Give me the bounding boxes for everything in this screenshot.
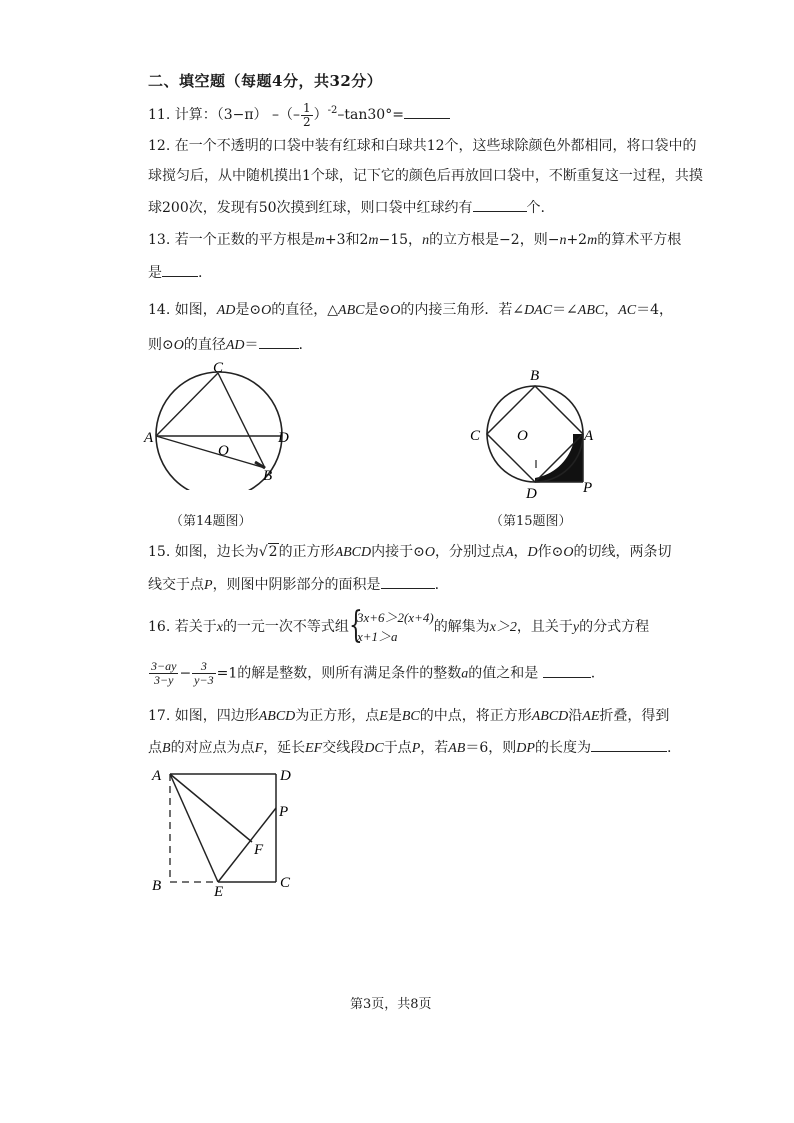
q12-line-1 [148,136,697,156]
q16-x: x [216,620,223,635]
q14-text: ， [604,302,619,318]
q15-d: D [527,545,538,560]
q16-ineq-1: 3x+6＞2(x+4) [356,610,434,625]
q15-text: 作⊙ [537,544,564,560]
q14-number: 14. [148,302,171,318]
q15-text: 如图，边长为 [174,544,259,560]
q14-line-2 [148,334,303,356]
q17-text: ，延长 [263,740,306,756]
fig14-label-o: O [218,443,229,459]
q12-line-3 [148,197,545,218]
q16-text: 的解集为 [433,619,490,635]
figure-15 [460,362,610,502]
q17-text: 交线段 [322,740,365,756]
q16-fraction-1: $\frac{3-ay}{3-y}$ [151,659,177,687]
q16-text: 的值之和是 [468,665,539,682]
section-title: 二、填空题（每题4分，共32分） [148,72,383,90]
q15-abcd: ABCD [334,545,372,560]
q16-text: . [590,665,596,682]
q17-line-1 [148,706,669,727]
q17-p: P [411,741,421,756]
q16-text: 的解是整数，则所有满足条件的整数 [237,665,462,682]
q17-answer-blank[interactable] [591,737,667,752]
fig14-label-c: C [213,360,224,376]
q16-text: 若关于 [174,619,217,635]
q17-ae: AE [582,709,600,724]
q15-text: 内接于⊙ [371,544,425,560]
q13-var-m: m [587,233,598,248]
q15-text: 线交于点 [148,577,204,593]
q11-number: 11. [148,107,171,123]
fig14-label-a: A [144,430,154,446]
q17-e: E [379,709,388,724]
q13-text: −15， [378,232,423,248]
fig15-label-b: B [530,368,540,384]
fig17-line-ep [218,808,276,882]
q17-text: 折叠，得到 [599,708,670,724]
q13-var-n: n [422,233,430,248]
fig15-caption: （第15题图） [490,514,572,529]
q14-ad: AD [216,303,236,318]
q17-text: 的中点，将正方形 [419,708,532,724]
q16-line-1 [148,605,650,646]
fig17-label-b: B [152,878,162,894]
q14-o: O [173,338,184,353]
q11-tail: –tan30°= [337,107,404,123]
q14-text: 的直径 [183,337,226,353]
q15-sqrt: √2 [258,544,278,560]
q13-text: 的算术平方根 [597,232,682,248]
fig17-label-c: C [280,875,291,891]
q11-exponent: -2 [327,105,338,116]
q13-var-m: m [314,233,325,248]
q17-dc: DC [364,741,384,756]
q17-text: ，若 [420,740,449,756]
q15-a: A [504,545,514,560]
q14-text: 的直径， [271,302,328,318]
q14-answer-blank[interactable] [259,334,299,349]
q17-text: ＝6，则 [465,740,517,756]
q12-answer-blank[interactable] [473,197,527,212]
q16-answer-blank[interactable] [543,663,591,678]
q13-text: +2 [566,232,588,248]
q17-text: 点 [148,740,162,756]
q14-text: ＝ [244,337,259,353]
q14-text: 是⊙ [235,302,262,318]
q14-ad: AD [225,338,245,353]
q12-text-1: 在一个不透明的口袋中装有红球和白球共12个，这些球除颜色外都相同，将口袋中的 [174,138,697,154]
q14-text: 如图， [174,302,217,318]
q11-lead: 计算：（3−π） [174,107,268,123]
q11-fraction: $\frac{1}{2}$ [303,100,311,129]
q15-text: ，则图中阴影部分的面积是 [212,577,381,593]
q16-a: a [461,666,469,682]
q15-text: ，分别过点 [434,544,505,560]
fig14-label-b: B [263,468,273,484]
q16-number: 16. [148,619,171,635]
q17-ab: AB [448,741,466,756]
q15-line-2 [148,574,439,596]
q12-line-2: 球搅匀后，从中随机摸出1个球，记下它的颜色后再放回口袋中，不断重复这一过程，共摸 [148,168,703,184]
q17-abcd: ABCD [258,709,296,724]
q16-equals: =1 [216,665,238,682]
q16-line-2 [148,660,595,687]
q14-text: 则⊙ [148,337,174,353]
figure-17 [146,760,306,900]
q16-solution: x＞2 [489,620,517,635]
q17-ef: EF [305,741,323,756]
q16-text: ，且关于 [516,619,573,635]
question-11 [148,101,450,129]
q12-text-3a: 球200次，发现有50次摸到红球，则口袋中红球约有 [148,200,473,216]
fig17-line-ae [170,774,218,882]
q12-number: 12. [148,138,171,154]
q17-text: . [666,740,672,756]
q16-ineq-2: x+1＞a [356,629,398,644]
q17-text: 如图，四边形 [174,708,259,724]
q17-text: 的长度为 [534,740,591,756]
q13-line-1 [148,230,681,251]
q14-line-1 [148,300,673,321]
q17-f: F [254,741,264,756]
q11-minus: –（– [272,107,301,123]
q14-o: O [261,303,272,318]
q15-p: P [204,578,213,593]
q17-dp: DP [516,741,535,756]
page-footer: 第3页，共8页 [350,997,432,1012]
fig17-label-a: A [152,768,162,784]
q14-abc: ABC [577,303,605,318]
q11-close: ） [313,107,328,123]
q14-text: ＝∠ [552,302,578,318]
q14-o: O [390,303,401,318]
q15-number: 15. [148,544,171,560]
q11-answer-blank[interactable] [404,104,450,119]
q13-var-m: m [368,233,379,248]
q13-text: 的立方根是−2，则− [429,232,560,248]
q15-text: ， [513,544,528,560]
q16-y: y [572,620,580,635]
q17-number: 17. [148,708,171,724]
q17-bc: BC [401,709,420,724]
fig14-label-d: D [278,430,289,446]
q15-line-1 [148,542,672,563]
fig15-label-d: D [526,486,537,502]
q17-line-2 [148,737,671,759]
q13-text: +3和2 [324,232,369,248]
fig14-line-ac [156,373,218,436]
figure-14 [140,360,300,490]
fig17-label-e: E [214,884,224,900]
q14-text: ＝4， [636,302,674,318]
q17-text: 的对应点为点 [170,740,255,756]
q13-text: 是 [148,265,162,281]
q14-ac: AC [618,303,637,318]
q16-minus: − [179,665,192,682]
fig15-label-a: A [584,428,594,444]
q13-text: 若一个正数的平方根是 [174,232,315,248]
q17-text: 为正方形，点 [295,708,380,724]
q15-answer-blank[interactable] [381,574,435,589]
q13-number: 13. [148,232,171,248]
q12-text-3b: 个. [526,200,545,216]
fig17-line-af [170,774,252,842]
q16-inequality-system: { 3x+6＞2(x+4) x+1＞a [348,605,434,646]
q13-answer-blank[interactable] [162,262,198,277]
q17-text: 于点 [383,740,412,756]
q15-text: . [434,577,440,593]
fig17-label-f: F [254,842,264,858]
q13-line-2 [148,262,202,283]
q14-text: . [298,337,303,353]
fig15-circle [487,386,583,482]
q16-fraction-2: $\frac{3}{y-3}$ [194,659,214,687]
fig14-line-ab [156,436,265,468]
q13-var-n: n [559,233,567,248]
q16-text: 的分式方程 [579,619,650,635]
q16-text: 的一元一次不等式组 [222,619,349,635]
fig17-label-p: P [279,804,289,820]
q14-triangle: △ABC [327,303,365,318]
q17-text: 沿 [568,708,583,724]
q17-abcd: ABCD [531,709,569,724]
fig15-label-c: C [470,428,481,444]
q17-text: 是 [387,708,402,724]
fig15-label-o: O [517,428,528,444]
q14-dac: DAC [524,303,553,318]
q15-text: 的切线，两条切 [573,544,672,560]
q14-text: 是⊙ [364,302,391,318]
q15-o: O [424,545,435,560]
q15-o: O [563,545,574,560]
q14-text: 的内接三角形．若∠ [400,302,525,318]
fig15-label-p: P [583,480,593,496]
q15-text: 的正方形 [278,544,335,560]
q13-text: . [198,265,203,281]
fig17-label-d: D [280,768,291,784]
fig14-caption: （第14题图） [170,514,252,529]
q17-b: B [162,741,171,756]
